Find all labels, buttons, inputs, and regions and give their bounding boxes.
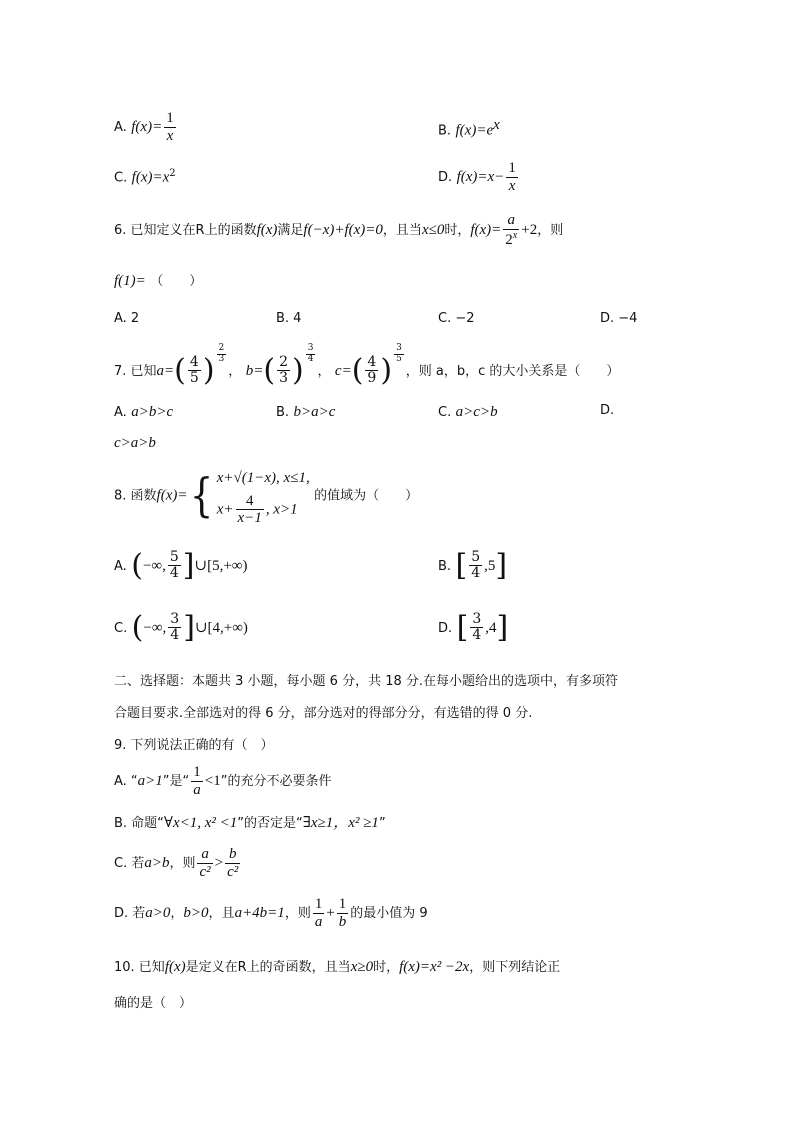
q9-option-a: A. “a>1”是“ $\frac{1}{a}$ <1”的充分不必要条件 bbox=[114, 764, 332, 798]
q8-piecewise: x+√(1−x), x≤1, x+ $\frac{4}{x-1}$ , x>1 bbox=[216, 470, 310, 526]
q6-option-d: D. −4 bbox=[600, 311, 638, 326]
q5-option-d: D. f(x)=x− $\frac{1}{x}$ bbox=[438, 160, 516, 194]
q8-stem: 8. 函数f(x)={ x+√(1−x), x≤1, x+ $\frac{4}{x-1}$ , x>1 的值域为（ ） bbox=[114, 464, 418, 527]
q7-option-c: C. a>c>b bbox=[438, 404, 498, 420]
q6-option-a: A. 2 bbox=[114, 311, 140, 326]
q5-option-a: A. f(x)= $\frac{1}{x}$ bbox=[114, 110, 174, 144]
section-2-instructions: 合题目要求.全部选对的得 6 分，部分选对的得部分分，有选错的得 0 分. bbox=[114, 706, 533, 721]
q10-stem: 10. 已知f(x)是定义在R上的奇函数，且当x≥0时，f(x)=x² −2x，则下列结论正 bbox=[114, 959, 561, 975]
q9-option-c: C. 若a>b，则 $\frac{a}{\text{c²}}$ > $\frac{b}{\text{c²}}$ bbox=[114, 846, 239, 880]
q8-option-a: A. (−∞, $\frac{5}{4}$ ]∪[5,+∞) bbox=[114, 547, 248, 583]
q7-option-b: B. b>a>c bbox=[276, 404, 336, 420]
q9-stem: 9. 下列说法正确的有（ ） bbox=[114, 738, 274, 753]
q7-option-d: c>a>b bbox=[114, 435, 156, 451]
q6-option-b: B. 4 bbox=[276, 311, 302, 326]
q7-option-a: A. a>b>c bbox=[114, 404, 174, 420]
q8-option-b: B. [ $\frac{5}{4}$ ,5] bbox=[438, 547, 508, 583]
q5-option-b: B. $f(x)=e^x$ bbox=[438, 117, 500, 139]
q5-option-c: C. $f(x)=x^2$ bbox=[114, 168, 176, 186]
q9-option-d: D. 若a>0，b>0，且a+4b=1，则 $\frac{1}{a}$ + $\frac{1}{b}$ 的最小值为 9 bbox=[114, 896, 428, 930]
section-2-heading: 二、选择题：本题共 3 小题，每小题 6 分，共 18 分.在每小题给出的选项中，有多项符 bbox=[114, 674, 619, 689]
q9-option-b: B. 命题“∀x<1, x² <1”的否定是“∃x≥1，x² ≥1” bbox=[114, 815, 386, 831]
q6-stem: 6. 已知定义在R上的函数f(x)满足f(−x)+f(x)=0，且当x≤0时，f(x)= $\frac{a}{2^x}$ +2，则 bbox=[114, 212, 564, 248]
q6-option-c: C. −2 bbox=[438, 311, 475, 326]
q8-option-d: D. [ $\frac{3}{4}$ ,4] bbox=[438, 609, 509, 645]
q10-stem-line2: 确的是（ ） bbox=[114, 996, 193, 1011]
q7-option-d-label: D. bbox=[600, 403, 615, 418]
q7-stem: 7. 已知a=( $\frac{4}{5}$ ) $^{\frac{2}{3}}$ ， b=( $\frac{2}{3}$ ) $^{\frac{3}{4}}$ ， c=( $\frac{4}{9}$ ) $^{\frac{3}{5}}$ ，则 a，b，c 的大小关系是（ ） bbox=[114, 343, 620, 388]
q6-stem-line2: f(1)= （ ） bbox=[114, 273, 203, 289]
q8-option-c: C. (−∞, $\frac{3}{4}$ ]∪[4,+∞) bbox=[114, 609, 248, 645]
